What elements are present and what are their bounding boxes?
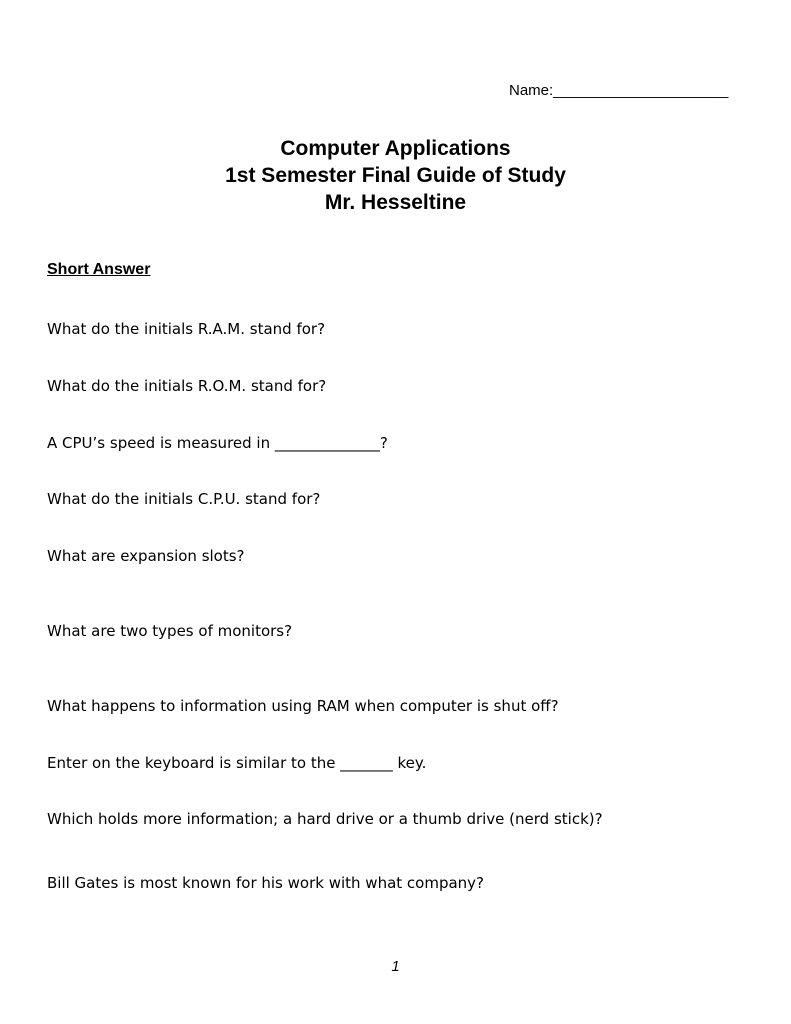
name-field: Name:_____________________ <box>509 82 729 99</box>
title-teacher: Mr. Hesseltine <box>324 191 467 214</box>
title-course: Computer Applications <box>280 137 511 160</box>
question-4: What do the initials C.P.U. stand for? <box>47 490 321 508</box>
question-6: What are two types of monitors? <box>47 622 293 640</box>
title-subtitle: 1st Semester Final Guide of Study <box>225 164 566 187</box>
question-10: Bill Gates is most known for his work with what company? <box>47 874 485 892</box>
question-5: What are expansion slots? <box>47 547 245 565</box>
question-1: What do the initials R.A.M. stand for? <box>47 320 326 338</box>
question-2: What do the initials R.O.M. stand for? <box>47 377 327 395</box>
document-title <box>0 135 791 216</box>
question-7: What happens to information using RAM when computer is shut off? <box>47 697 559 715</box>
question-3: A CPU’s speed is measured in ______________? <box>47 434 388 452</box>
question-8: Enter on the keyboard is similar to the _______ key. <box>47 754 427 772</box>
page-number: 1 <box>391 958 400 975</box>
question-9: Which holds more information; a hard drive or a thumb drive (nerd stick)? <box>47 810 603 828</box>
section-heading: Short Answer <box>47 261 151 278</box>
